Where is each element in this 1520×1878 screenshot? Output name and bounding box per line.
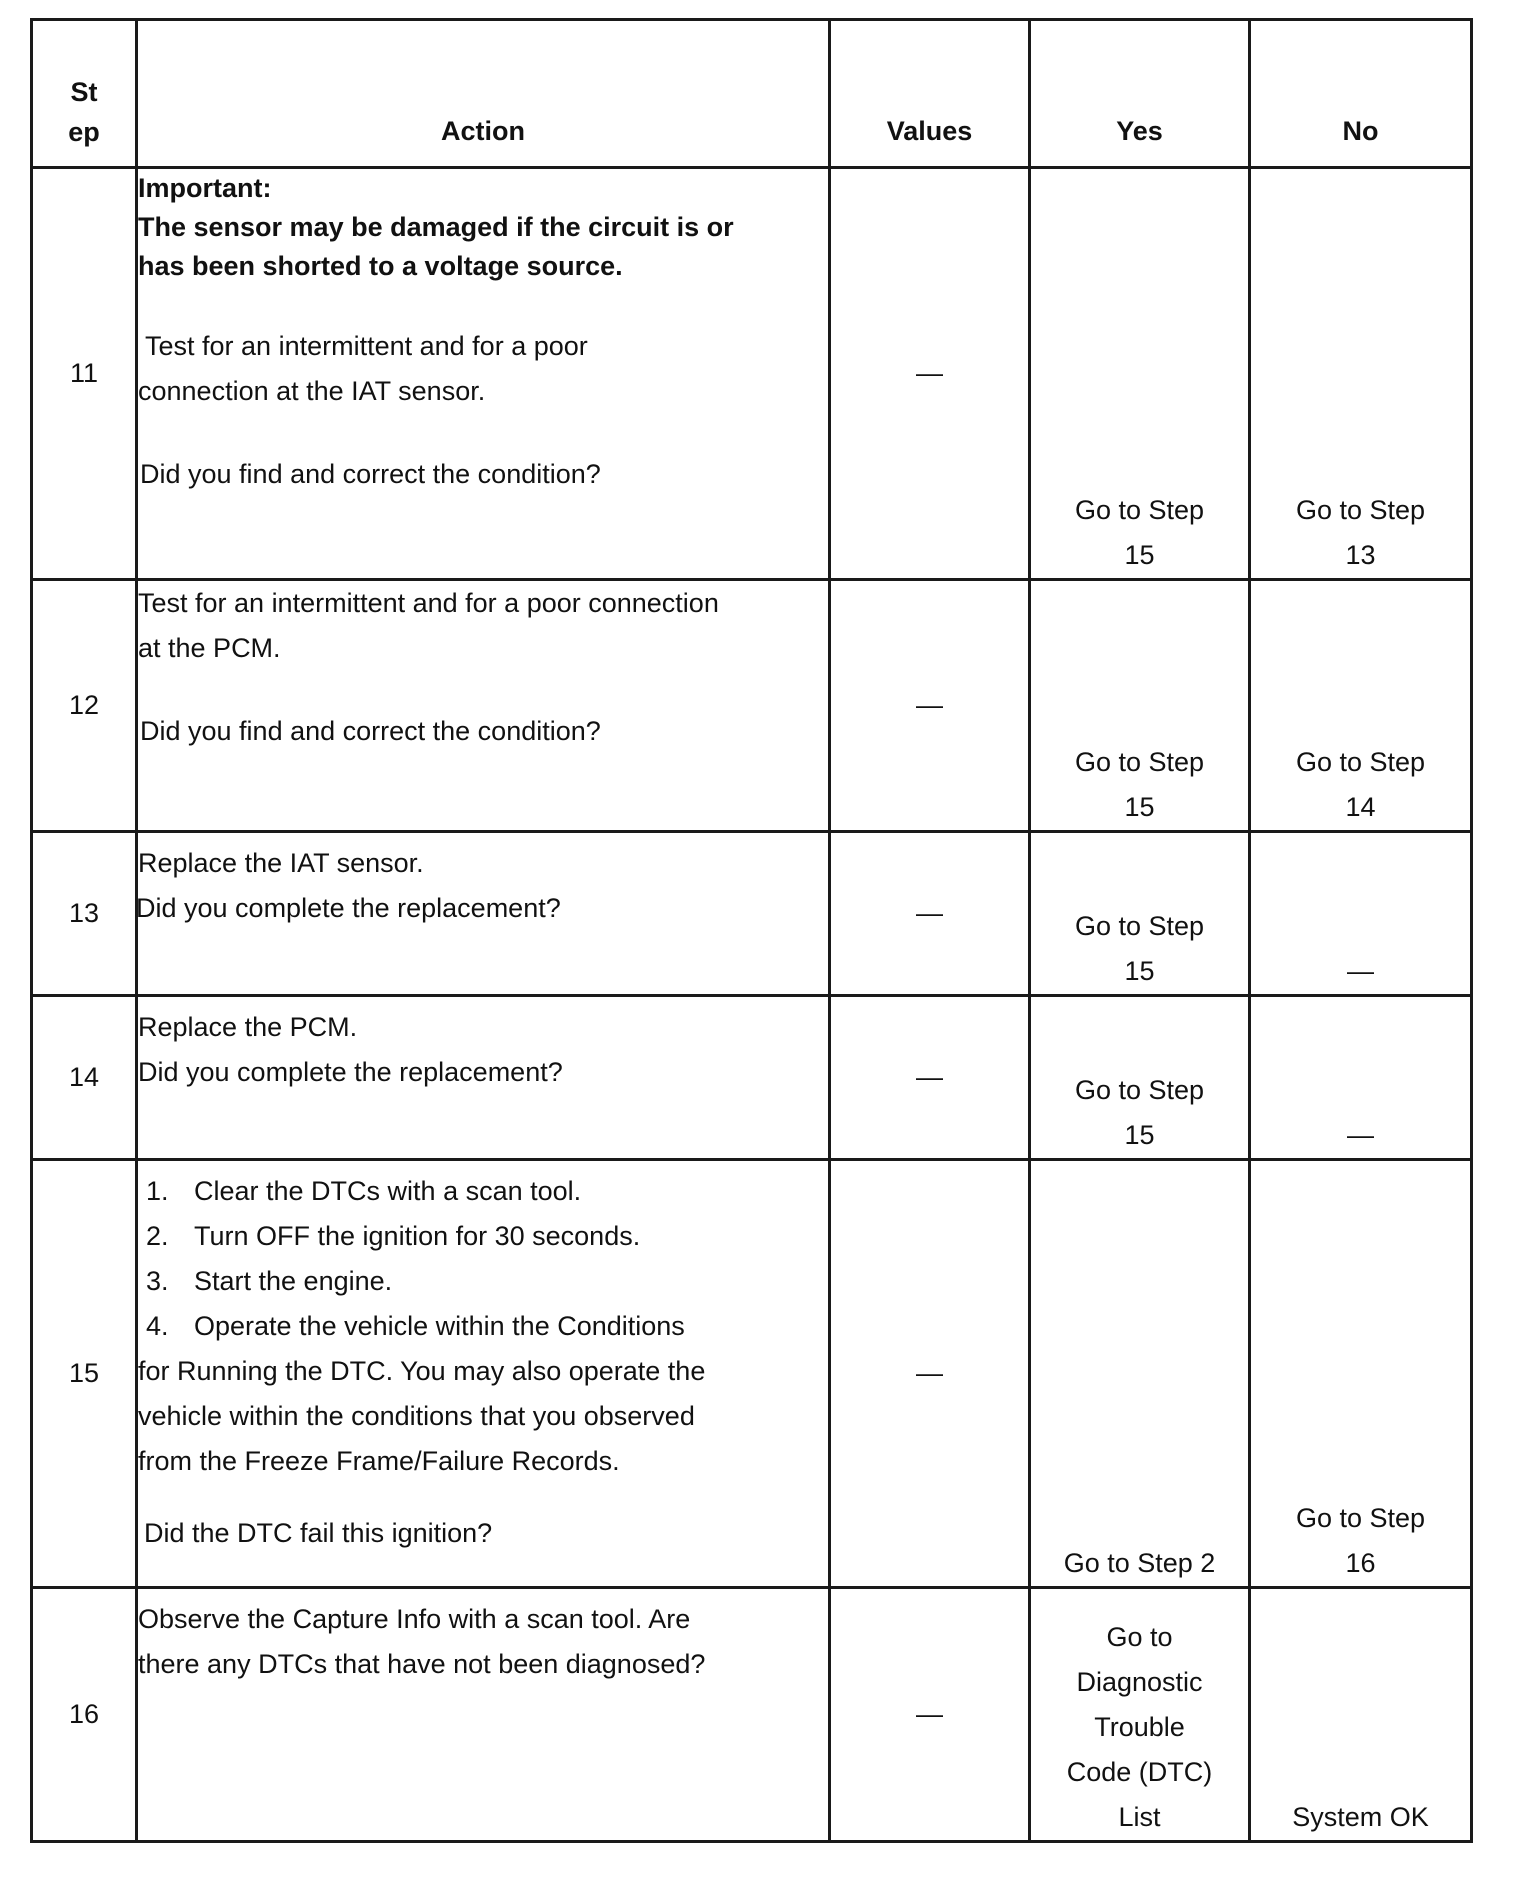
list-item: 4. Operate the vehicle within the Conditions: [146, 1311, 685, 1341]
no-text: Go to Step: [1295, 1503, 1426, 1533]
action-cell: [137, 832, 830, 996]
action-text: at the PCM.: [138, 633, 281, 663]
list-item: 2. Turn OFF the ignition for 30 seconds.: [146, 1221, 641, 1251]
values-cell: —: [830, 168, 1030, 580]
table-row: [32, 832, 1472, 996]
step-number: 11: [32, 168, 137, 580]
action-text: Test for an intermittent and for a poor connection: [138, 588, 719, 618]
yes-step: 15: [1124, 956, 1155, 986]
list-item: 1. Clear the DTCs with a scan tool.: [146, 1176, 582, 1206]
action-text: for Running the DTC. You may also operate the: [138, 1356, 706, 1386]
action-text: Replace the IAT sensor.: [138, 848, 424, 878]
diagnostic-table: [30, 18, 1473, 1843]
action-text: there any DTCs that have not been diagnosed?: [138, 1649, 706, 1679]
important-text: has been shorted to a voltage source.: [138, 251, 623, 281]
action-cell: [137, 168, 830, 580]
values-cell: —: [830, 832, 1030, 996]
no-cell: System OK: [1250, 1588, 1472, 1842]
action-cell: [137, 1160, 830, 1588]
yes-step: 15: [1124, 1120, 1155, 1150]
action-cell: [137, 1588, 830, 1842]
values-cell: —: [830, 996, 1030, 1160]
question-text: Did you find and correct the condition?: [140, 716, 601, 746]
question-text: Did you complete the replacement?: [138, 1057, 563, 1087]
yes-cell: [1030, 1160, 1250, 1588]
yes-text: Diagnostic: [1076, 1667, 1203, 1697]
yes-text: List: [1118, 1802, 1161, 1832]
important-label: Important:: [138, 173, 272, 203]
values-cell: —: [830, 1588, 1030, 1842]
yes-text: Go to Step 2: [1063, 1548, 1216, 1578]
yes-cell: [1030, 996, 1250, 1160]
yes-text: Code (DTC): [1066, 1757, 1213, 1787]
step-number: 14: [32, 996, 137, 1160]
header-no: No: [1250, 20, 1472, 168]
list-item: 3. Start the engine.: [146, 1266, 393, 1296]
header-yes: Yes: [1030, 20, 1250, 168]
no-cell: [1250, 580, 1472, 832]
yes-text: Go to Step: [1074, 1075, 1205, 1105]
no-text: Go to Step: [1295, 747, 1426, 777]
step-number: 12: [32, 580, 137, 832]
no-cell: —: [1250, 832, 1472, 996]
values-cell: —: [830, 580, 1030, 832]
action-text: Replace the PCM.: [138, 1012, 358, 1042]
values-cell: —: [830, 1160, 1030, 1588]
no-step: 14: [1345, 792, 1376, 822]
action-cell: [137, 996, 830, 1160]
no-cell: [1250, 1160, 1472, 1588]
no-cell: [1250, 168, 1472, 580]
action-text: Test for an intermittent and for a poor: [138, 331, 588, 361]
header-values: Values: [830, 20, 1030, 168]
header-step-line2: ep: [68, 117, 100, 147]
yes-text: Go to: [1106, 1622, 1173, 1652]
yes-step: 15: [1124, 792, 1155, 822]
yes-text: Trouble: [1094, 1712, 1185, 1742]
question-text: Did you find and correct the condition?: [140, 459, 601, 489]
no-cell: —: [1250, 996, 1472, 1160]
yes-step: 15: [1124, 540, 1155, 570]
step-number: 16: [32, 1588, 137, 1842]
action-text: connection at the IAT sensor.: [138, 376, 486, 406]
yes-cell: [1030, 580, 1250, 832]
yes-cell: [1030, 1588, 1250, 1842]
no-step: 16: [1345, 1548, 1376, 1578]
table-row: [32, 580, 1472, 832]
header-row: [32, 20, 1472, 168]
action-cell: [137, 580, 830, 832]
table-row: [32, 1588, 1472, 1842]
action-text: from the Freeze Frame/Failure Records.: [138, 1446, 620, 1476]
yes-text: Go to Step: [1074, 747, 1205, 777]
question-text: Did you complete the replacement?: [136, 893, 561, 923]
procedure-list: [138, 1169, 828, 1349]
table-row: [32, 1160, 1472, 1588]
yes-text: Go to Step: [1074, 911, 1205, 941]
action-text: vehicle within the conditions that you observed: [138, 1401, 695, 1431]
step-number: 15: [32, 1160, 137, 1588]
yes-cell: [1030, 832, 1250, 996]
table-row: [32, 168, 1472, 580]
yes-cell: [1030, 168, 1250, 580]
no-step: 13: [1345, 540, 1376, 570]
no-text: Go to Step: [1295, 495, 1426, 525]
important-text: The sensor may be damaged if the circuit is or: [138, 212, 734, 242]
action-text: Observe the Capture Info with a scan tool. Are: [138, 1604, 691, 1634]
table-row: [32, 996, 1472, 1160]
header-step-line1: St: [70, 77, 98, 107]
yes-text: Go to Step: [1074, 495, 1205, 525]
header-step: [32, 20, 137, 168]
step-number: 13: [32, 832, 137, 996]
header-action: Action: [137, 20, 830, 168]
question-text: Did the DTC fail this ignition?: [144, 1518, 493, 1548]
